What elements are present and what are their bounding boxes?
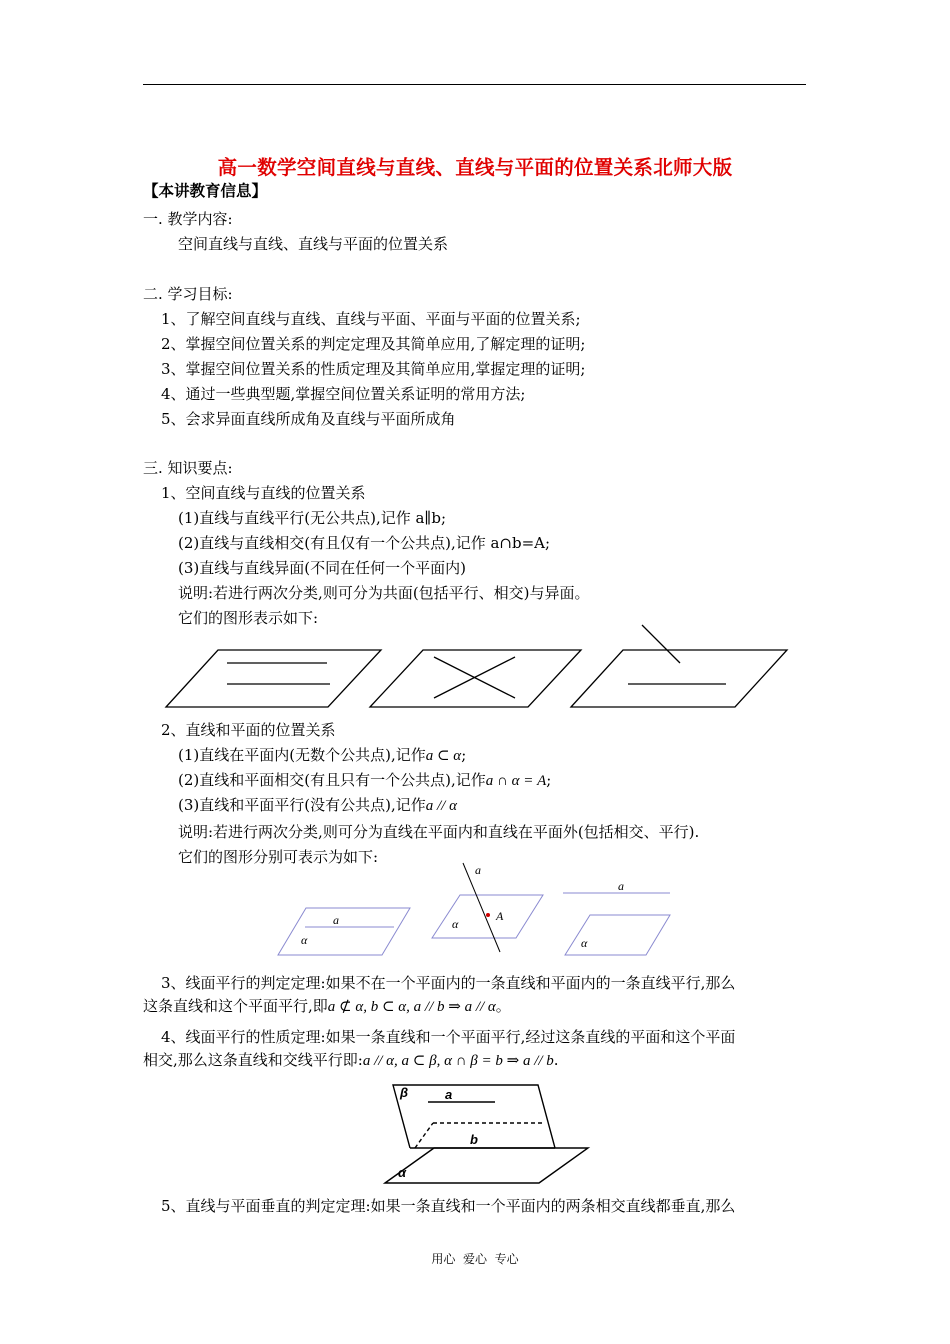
p4-line2: 相交,那么这条直线和交线平行即:a // α, a ⊂ β, α ∩ β = b ⇒ a // b. [143,1051,559,1069]
label-A: A [496,909,504,923]
p4-math: a // α, a ⊂ β, α ∩ β = b ⇒ a // b [362,1053,554,1069]
figure-parallel-property [0,1075,950,1190]
sec3-heading: 三. 知识要点: [143,459,233,477]
hidden-edge-left [415,1123,433,1148]
plane-skew-lines [571,650,787,707]
sec2-item-1: 1、了解空间直线与直线、直线与平面、平面与平面的位置关系; [161,310,581,328]
plane-line-in-plane [278,908,410,955]
sec1-heading: 一. 教学内容: [143,210,233,228]
label-a-3: a [618,879,624,893]
p2-note: 说明:若进行两次分类,则可分为直线在平面内和直线在平面外(包括相交、平行). [178,823,700,841]
p3-line2: 这条直线和这个平面平行,即a ⊄ α, b ⊂ α, a // b ⇒ a // α。 [143,997,511,1015]
p2-item-1-math: a ⊂ α [425,748,462,764]
figure-line-relations [0,620,950,710]
p1-item-3: (3)直线与直线异面(不同在任何一个平面内) [178,559,466,577]
label-beta: β [400,1085,409,1100]
sec2-item-5: 5、会求异面直线所成角及直线与平面所成角 [161,410,456,428]
p1-note: 说明:若进行两次分类,则可分为共面(包括平行、相交)与异面。 [178,584,590,602]
point-A [486,913,490,917]
p1-item-1: (1)直线与直线平行(无公共点),记作 a∥b; [178,509,447,527]
p2-fig-intro: 它们的图形分别可表示为如下: [178,848,379,866]
p2-item-3-math: a // α [425,798,457,814]
sec2-item-2: 2、掌握空间位置关系的判定定理及其简单应用,了解定理的证明; [161,335,586,353]
document-title: 高一数学空间直线与直线、直线与平面的位置关系北师大版 [217,156,733,179]
plane-parallel-lines [166,650,381,707]
label-alpha-2: α [452,917,459,931]
label-a-1: a [333,913,339,927]
p2-item-2: (2)直线和平面相交(有且只有一个公共点),记作a ∩ α = A; [178,771,552,789]
label-alpha-3: α [581,936,588,950]
sec2-heading: 二. 学习目标: [143,285,233,303]
p1-title: 1、空间直线与直线的位置关系 [161,484,366,502]
line-a-piercing [463,863,500,952]
header-rule [143,84,806,85]
sec2-item-4: 4、通过一些典型题,掌握空间位置关系证明的常用方法; [161,385,526,403]
p2-item-3: (3)直线和平面平行(没有公共点),记作a // α [178,796,457,814]
label-b-fig3: b [470,1132,478,1147]
p4-line1: 4、线面平行的性质定理:如果一条直线和一个平面平行,经过这条直线的平面和这个平面 [161,1028,736,1046]
sec1-content: 空间直线与直线、直线与平面的位置关系 [178,235,449,253]
page-footer: 用心 爱心 专心 [431,1252,519,1266]
plane-alpha [385,1148,588,1183]
line-a-skew [642,625,680,663]
p3-line1: 3、线面平行的判定定理:如果不在一个平面内的一条直线和平面内的一条直线平行,那么 [161,974,736,992]
figure-line-plane-relations [0,858,950,968]
p5-line1: 5、直线与平面垂直的判定定理:如果一条直线和一个平面内的两条相交直线都垂直,那么 [161,1197,736,1215]
label-alpha-fig3: α [398,1165,407,1180]
sec2-item-3: 3、掌握空间位置关系的性质定理及其简单应用,掌握定理的证明; [161,360,586,378]
p3-math: a ⊄ α, b ⊂ α, a // b ⇒ a // α [327,999,496,1015]
p2-item-2-math: a ∩ α = A [485,773,547,789]
p1-fig-intro: 它们的图形表示如下: [178,609,319,627]
p2-item-1: (1)直线在平面内(无数个公共点),记作a ⊂ α; [178,746,467,764]
p1-item-2: (2)直线与直线相交(有且仅有一个公共点),记作 a∩b=A; [178,534,551,552]
label-alpha-1: α [301,933,308,947]
label-a-fig3: a [445,1087,453,1102]
info-heading: 【本讲教育信息】 [143,181,268,200]
p2-title: 2、直线和平面的位置关系 [161,721,336,739]
label-a-2: a [475,863,481,877]
